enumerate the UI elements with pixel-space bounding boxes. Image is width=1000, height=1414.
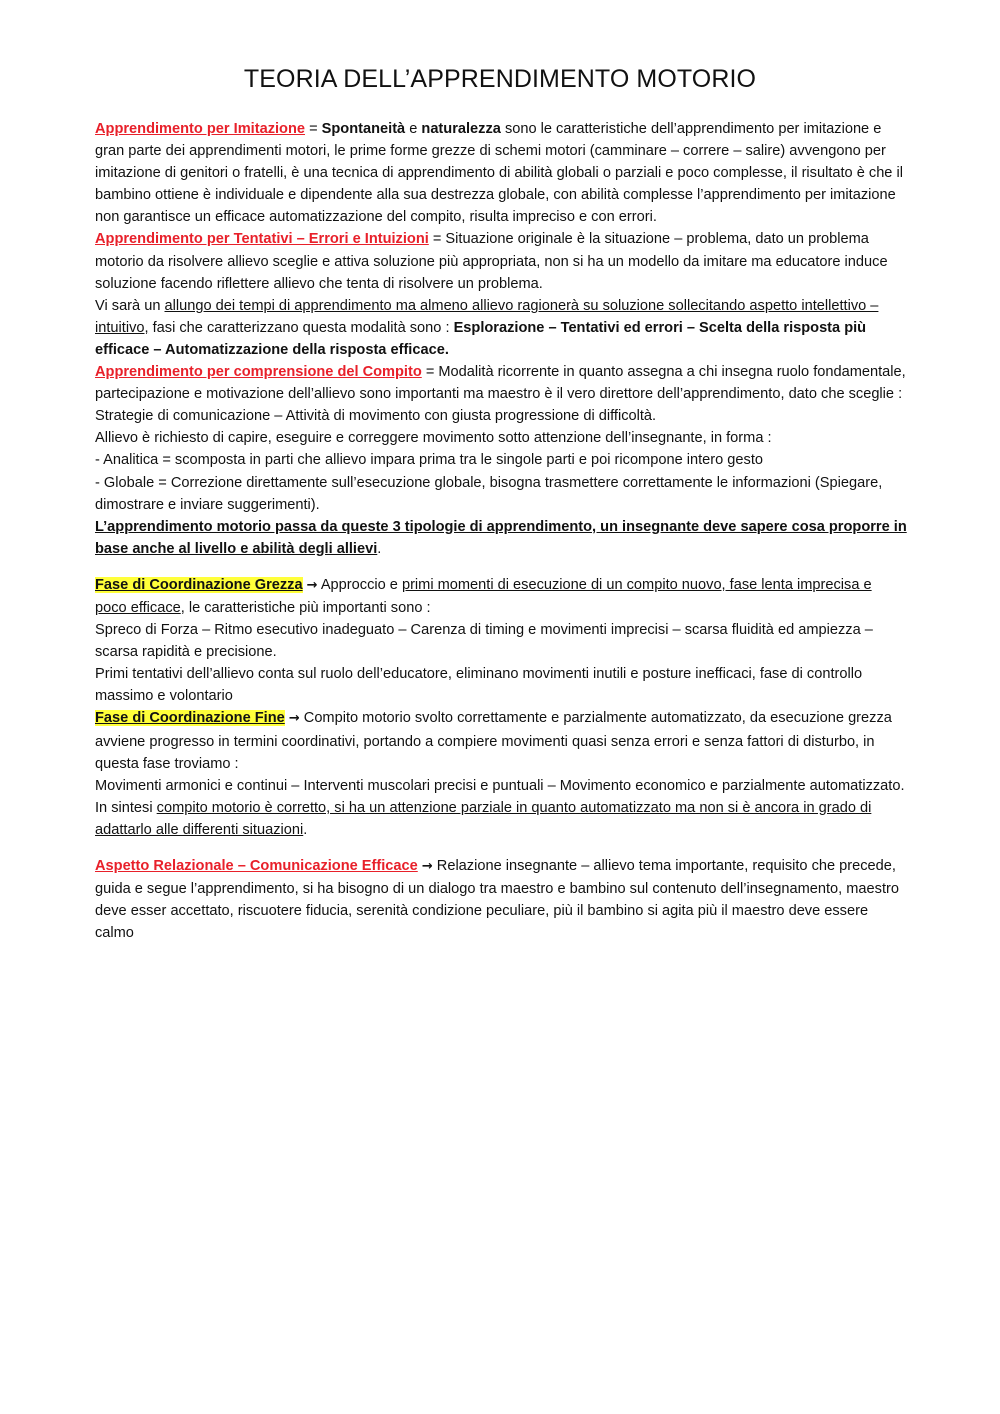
paragraph-fine-sintesi <box>95 797 907 841</box>
paragraph-coordinazione-fine <box>95 707 907 774</box>
underlined-text: compito motorio è corretto, si ha un attenzione parziale in quanto automatizzato ma non si è ancora in grado di adattarlo alle differenti situazioni <box>95 799 872 838</box>
paragraph-text: sono le caratteristiche dell’apprendimento per imitazione e gran parte dei apprendimenti motori, le prime forme grezze di schemi motori (camminare – correre – salire) avvengono per imitazione di genitori o fratelli, è una tecnica di apprendimento di abilità globali o parziali e poco complesse, il risultato è che il bambino ottiene è individuale e dipendente alla sua destrezza globale, con abilità complesse l’apprendimento per imitazione non garantisce un efficace automatizzazione del compito, risulta impreciso e con errori. <box>95 121 903 226</box>
heading-imitazione: Apprendimento per Imitazione <box>95 121 306 137</box>
paragraph-coordinazione-grezza <box>95 574 907 619</box>
paragraph-relazionale <box>95 855 907 944</box>
paragraph-text: , le caratteristiche più importanti sono : <box>180 599 431 616</box>
conjunction: e <box>405 121 422 137</box>
list-item-globale: - Globale = Correzione direttamente sull’esecuzione globale, bisogna trasmettere correttamente le informazioni (Spiegare, dimostrare e inviare suggerimenti). <box>95 474 883 513</box>
paragraph-text: In sintesi <box>95 799 157 816</box>
heading-coordinazione-fine: Fase di Coordinazione Fine <box>95 710 285 727</box>
heading-comprensione: Apprendimento per comprensione del Compito <box>95 364 422 381</box>
paragraph-tentativi <box>95 228 907 294</box>
paragraph-fine-list: Movimenti armonici e continui – Interventi muscolari precisi e puntuali – Movimento economico e parzialmente automatizzato. <box>95 777 905 794</box>
summary-period: . <box>377 540 382 557</box>
paragraph-text: . <box>303 821 308 838</box>
arrow-right-icon: → <box>288 711 300 727</box>
paragraph-imitazione <box>95 118 907 228</box>
paragraph-gap <box>95 560 907 574</box>
heading-tentativi: Apprendimento per Tentativi – Errori e Intuizioni <box>95 231 429 248</box>
paragraph-text: Relazione insegnante – allievo tema importante, requisito che precede, guida e segue l’apprendimento, si ha bisogno di un dialogo tra maestro e bambino sul contenuto dell’insegnamento, maestro deve esser accettato, riscuotere fiducia, serenità condizione peculiare, più il bambino si agita più il maestro deve essere calmo <box>95 858 899 942</box>
paragraph-text: fasi che caratterizzano questa modalità sono : <box>148 319 454 336</box>
bold-spontaneita: Spontaneità <box>321 121 406 137</box>
paragraph-text: = Situazione originale è la situazione – problema, dato un problema motorio da risolvere allievo sceglie e attiva soluzione più appropriata, non si ha un modello da imitare ma educatore induce soluzione facendo riflettere allievo che tenta di risolvere un problema. <box>95 231 888 292</box>
heading-coordinazione-grezza: Fase di Coordinazione Grezza <box>95 576 303 593</box>
list-item-analitica: - Analitica = scomposta in parti che allievo impara prima tra le singole parti e poi ricompone intero gesto <box>95 452 763 469</box>
equals-sign: = <box>305 121 322 137</box>
paragraph-text: Compito motorio svolto correttamente e parzialmente automatizzato, da esecuzione grezza avviene progresso in termini coordinativi, portando a compiere movimenti quasi senza errori e senza fattori di disturbo, in questa fase troviamo : <box>95 710 892 772</box>
paragraph-allievo: Allievo è richiesto di capire, eseguire e correggere movimento sotto attenzione dell’insegnante, in forma : <box>95 430 772 447</box>
paragraph-grezza-tentativi: Primi tentativi dell’allievo conta sul ruolo dell’educatore, eliminano movimenti inutili e posture inefficaci, fase di controllo massimo e volontario <box>95 666 863 705</box>
paragraph-summary <box>95 516 907 560</box>
paragraph-grezza-list: Spreco di Forza – Ritmo esecutivo inadeguato – Carenza di timing e movimenti imprecisi – scarsa fluidità ed ampiezza – scarsa rapidità e precisione. <box>95 622 873 661</box>
arrow-right-icon: → <box>306 577 318 593</box>
paragraph-tentativi-fasi <box>95 295 907 361</box>
underlined-text: allungo dei tempi di apprendimento ma almeno allievo ragionerà su soluzione sollecitando aspetto intellettivo – intuitivo, <box>95 297 879 336</box>
bold-phases: Esplorazione – Tentativi ed errori – Scelta della risposta più efficace – Automatizzazione della risposta efficace. <box>95 319 867 358</box>
paragraph-comprensione <box>95 361 907 427</box>
paragraph-text: = Modalità ricorrente in quanto assegna a chi insegna ruolo fondamentale, partecipazione e motivazione dell’allievo sono importanti ma maestro è il vero direttore dell’apprendimento, dato che sceglie : Strategie di comunicazione – Attività di movimento con giusta progressione di difficoltà. <box>95 364 906 425</box>
paragraph-text: Approccio e <box>317 576 402 593</box>
document-title: TEORIA DELL’APPRENDIMENTO MOTORIO <box>243 65 757 93</box>
bold-naturalezza: naturalezza <box>421 121 501 137</box>
summary-text: L’apprendimento motorio passa da queste 3 tipologie di apprendimento, un insegnante deve sapere cosa proporre in base anche al livello e abilità degli allievi <box>95 518 907 557</box>
underlined-text: primi momenti di esecuzione di un compito nuovo, fase lenta imprecisa e poco efficace <box>95 576 872 616</box>
document-body <box>95 118 907 944</box>
arrow-right-icon: → <box>421 859 433 874</box>
heading-relazionale: Aspetto Relazionale – Comunicazione Efficace <box>95 858 418 874</box>
paragraph-gap <box>95 841 907 855</box>
paragraph-text: Vi sarà un <box>95 297 165 314</box>
